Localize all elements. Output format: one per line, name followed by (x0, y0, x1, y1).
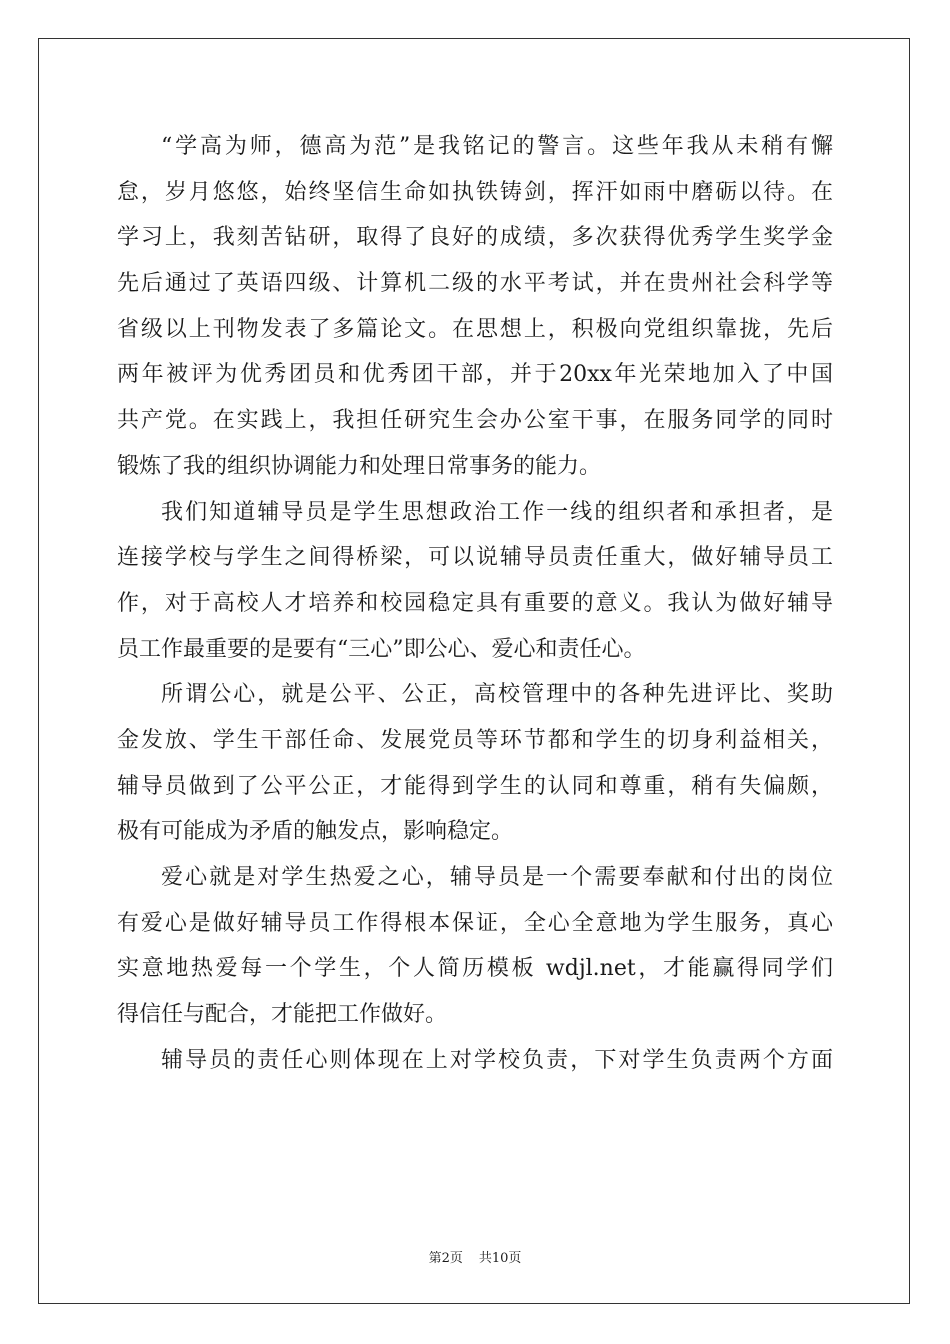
page-footer (0, 1247, 950, 1266)
text-line: 作，对于高校人才培养和校园稳定具有重要的意义。我认为做好辅导 (117, 590, 833, 616)
text-line: 得信任与配合，才能把工作做好。 (117, 1002, 448, 1028)
text-line: 辅导员做到了公平公正，才能得到学生的认同和尊重，稍有失偏颇， (117, 773, 833, 799)
text-line: 两年被评为优秀团员和优秀团干部，并于20xx年光荣地加入了中国 (117, 362, 833, 388)
text-line: “学高为师，德高为范”是我铭记的警言。这些年我从未稍有懈 (161, 134, 833, 159)
text-line: 所谓公心，就是公平、公正，高校管理中的各种先进评比、奖助 (161, 682, 833, 708)
text-line: 我们知道辅导员是学生思想政治工作一线的组织者和承担者，是 (161, 499, 833, 525)
text-line: 金发放、学生干部任命、发展党员等环节都和学生的切身利益相关， (117, 727, 833, 753)
document-body (117, 124, 833, 1083)
text-line: 学习上，我刻苦钻研，取得了良好的成绩，多次获得优秀学生奖学金 (117, 225, 833, 251)
text-line: 锻炼了我的组织协调能力和处理日常事务的能力。 (117, 453, 602, 479)
text-line: 极有可能成为矛盾的触发点，影响稳定。 (117, 819, 514, 845)
text-line: 先后通过了英语四级、计算机二级的水平考试，并在贵州社会科学等 (117, 271, 833, 297)
text-line: 有爱心是做好辅导员工作得根本保证，全心全意地为学生服务，真心 (117, 910, 833, 936)
text-line: 共产党。在实践上，我担任研究生会办公室干事，在服务同学的同时 (117, 408, 833, 434)
text-line: 省级以上刊物发表了多篇论文。在思想上，积极向党组织靠拢，先后 (117, 316, 833, 342)
text-line: 实意地热爱每一个学生，个人简历模板 wdjl.net，才能赢得同学们 (117, 956, 833, 982)
text-line: 员工作最重要的是要有“三心”即公心、爱心和责任心。 (117, 636, 646, 662)
text-line: 辅导员的责任心则体现在上对学校负责，下对学生负责两个方面 (161, 1047, 833, 1073)
page-number: 第2页 (428, 1251, 463, 1266)
text-line: 怠，岁月悠悠，始终坚信生命如执铁铸剑，挥汗如雨中磨砺以待。在 (117, 179, 833, 205)
text-line: 爱心就是对学生热爱之心，辅导员是一个需要奉献和付出的岗位 (161, 865, 833, 890)
page-total: 共10页 (478, 1251, 522, 1266)
text-line: 连接学校与学生之间得桥梁，可以说辅导员责任重大，做好辅导员工 (117, 545, 833, 571)
